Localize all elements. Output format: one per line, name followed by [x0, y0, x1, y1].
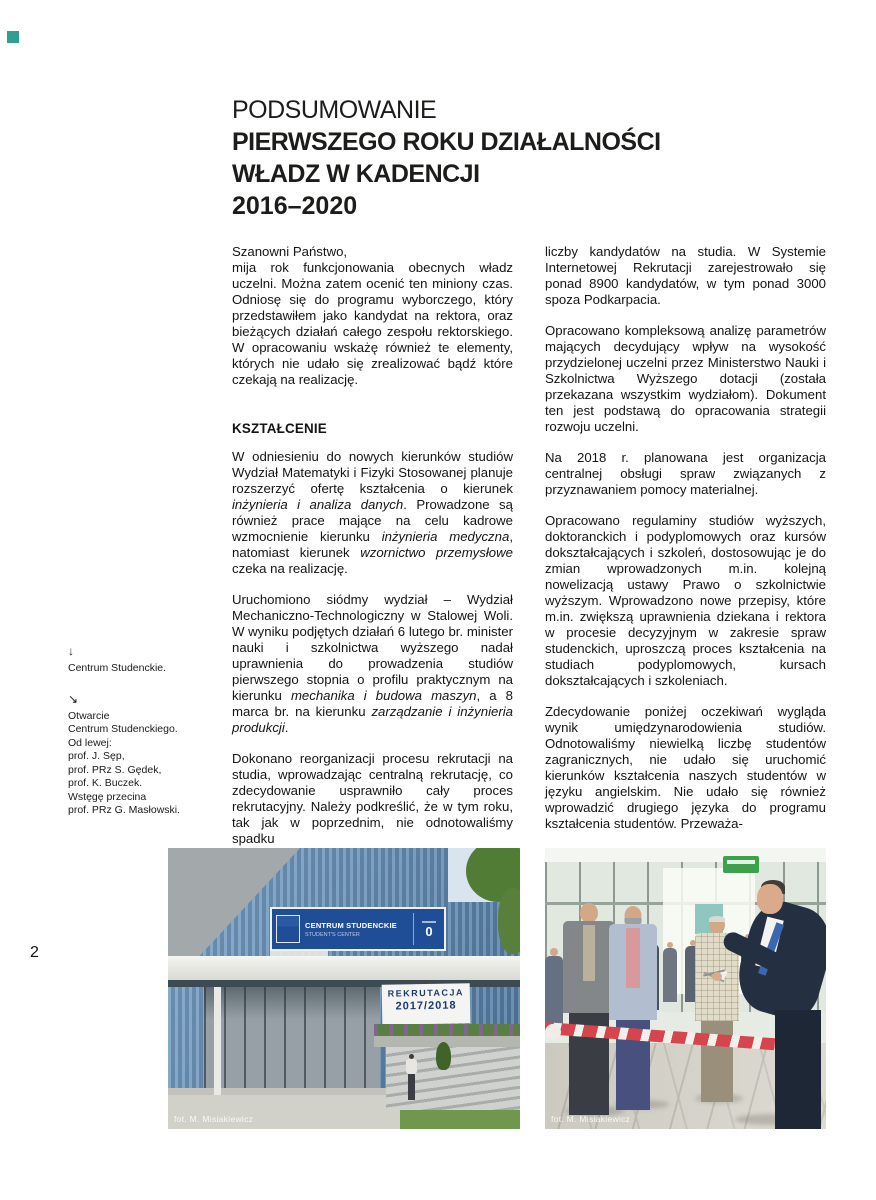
- photo-caption-2-line: Otwarcie: [68, 709, 110, 722]
- article-title: [232, 94, 662, 222]
- photo-caption-2-line: prof. PRz S. Gędek,: [68, 763, 162, 776]
- canopy-post: [214, 987, 221, 1095]
- bush: [436, 1042, 451, 1070]
- photo-credit: fot. M. Misiakiewicz: [551, 1114, 631, 1124]
- paragraph: Zdecydowanie poniżej oczekiwań wygląda wynik umiędzynarodowienia studiów. Odnotowaliśmy niewielką liczbę studentów zagranicznych, nie udało się uruchomić kierunków kształcenia naszych studentów w języku angielskim. Nie udało się również wprowadzić drugiego języka do programu kształcenia studentów. Przeważa-: [545, 704, 826, 831]
- man-pink-shirt: [609, 906, 657, 1110]
- intro-text: mija rok funkcjonowania obecnych władz uczelni. Można zatem ocenić ten miniony czas. Odniosę się do programu wyborczego, który przedstawiłem jako kandydat na rektora, oraz bieżących działań całego zespołu rektorskiego. W opracowaniu wskażę również te elementy, których nie udało się zrealizować bądź które czekają na realizację.: [232, 260, 513, 387]
- tree-foliage: [498, 888, 520, 954]
- title-line-1: PODSUMOWANIE: [232, 96, 437, 124]
- salutation: Szanowni Państwo,: [232, 244, 348, 259]
- section-heading-ksztalcenie: KSZTAŁCENIE: [232, 421, 327, 436]
- recruitment-banner: [382, 983, 471, 1025]
- ribbon-bow: [545, 1024, 561, 1040]
- person-silhouette: [545, 948, 563, 1026]
- person-silhouette: [663, 942, 677, 1002]
- sign-number: 0: [425, 923, 433, 939]
- text-column-right: [545, 244, 826, 847]
- paragraph-intro: [232, 244, 513, 388]
- building-photo: [168, 848, 520, 1129]
- paragraph: Uruchomiono siódmy wydział – Wydział Mechaniczno-Technologiczny w Stalowej Woli. W wyniku podjętych działań 6 lutego br. minister nauki i szkolnictwa wyższego nadał uprawnienia do prowadzenia studiów pierwszego stopnia o profilu praktycznym na kierunku mechanika i budowa maszyn, a 8 marca br. na kierunku zarządzanie i inżynieria produkcji.: [232, 592, 514, 735]
- banner-line-1: REKRUTACJA: [387, 987, 465, 999]
- photo-caption-2-line: prof. K. Buczek.: [68, 777, 143, 789]
- paragraph: Na 2018 r. planowana jest organizacja centralnej obsługi spraw związanych z przyznawaniem pomocy materialnej.: [545, 450, 826, 497]
- photo-caption-2-line: Centrum Studenckiego.: [68, 723, 178, 735]
- photo-caption-2-line: Wstęgę przecina: [68, 790, 147, 803]
- grass: [400, 1110, 520, 1129]
- sign-subtitle: STUDENT'S CENTER: [305, 931, 360, 938]
- photo-credit: fot. M. Misiakiewicz: [174, 1114, 254, 1124]
- photo-caption-2-line: Od lewej:: [68, 736, 112, 749]
- paragraph: Opracowano regulaminy studiów wyższych, doktoranckich i podyplomowych oraz kursów dokształcających i szkoleń, dostosowując je do zmian wprowadzonych m.in. kolejną nowelizacją ustawy Prawo o szkolnictwie wyższym. Wprowadzono nowe przepisy, które m.in. zwiększą uprawnienia dziekana i rektora w procesie decyzyjnym w zakresie spraw studenckich, uproszczą proces kształcenia na studiach podyplomowych, kursach dokształcających i szkoleniach.: [545, 513, 826, 688]
- photo-caption-2-line: prof. J. Sęp,: [68, 750, 125, 762]
- title-line-2: PIERWSZEGO ROKU DZIAŁALNOŚCI: [232, 128, 661, 156]
- ceiling: [545, 848, 826, 862]
- paragraph: Opracowano kompleksową analizę parametrów mających decydujący wpływ na wysokość przydzielonej uczelni przez Ministerstwo Nauki i Szkolnictwa Wyższego dotacji (została przekazana wszystkim wydziałom). Dokument ten jest podstawą do opracowania strategii rozwoju uczelni.: [545, 323, 826, 434]
- canopy: [168, 956, 520, 980]
- paragraph: liczby kandydatów na studia. W Systemie Internetowej Rekrutacji zarejestrowało się ponad 8900 kandydatów, w tym ponad 3000 spoza Podkarpacia.: [545, 244, 826, 307]
- banner-line-2: 2017/2018: [395, 999, 457, 1013]
- brand-square: [7, 31, 19, 43]
- exit-sign: [723, 856, 759, 873]
- margin-captions: [68, 644, 200, 818]
- page-number: 2: [30, 944, 39, 961]
- photo-caption-1: Centrum Studenckie.: [68, 662, 167, 674]
- paragraph: W odniesieniu do nowych kierunków studiów Wydział Matematyki i Fizyki Stosowanej planuje rozszerzyć ofertę kształcenia o kierunek inżynieria i analiza danych. Prowadzone są również prace mające na celu kadrowe wzmocnienie kierunku inżynieria medyczna, natomiast kierunek wzornictwo przemysłowe czeka na realizację.: [232, 449, 513, 576]
- university-logo: [276, 915, 300, 943]
- man-cutting-ribbon: [715, 878, 826, 1129]
- arrow-diagonal-icon: ↘: [68, 691, 79, 706]
- text-column-left: [232, 244, 513, 862]
- photo-caption-2-line: prof. PRz G. Masłowski.: [68, 804, 181, 816]
- ceremony-photo: [545, 848, 826, 1129]
- sign-number-box: [413, 913, 444, 945]
- paragraph: Dokonano reorganizacji procesu rekrutacji na studia, wprowadzając centralną rekrutację, co zdecydowanie usprawniło cały proces rekrutacyjny. Należy podkreślić, że w tym roku, tak jak w poprzednim, nie odnotowaliśmy spadku: [232, 751, 513, 846]
- title-line-3: WŁADZ W KADENCJI: [232, 160, 480, 188]
- man-gray-suit: [563, 903, 615, 1115]
- building-sign: [270, 907, 446, 951]
- arrow-down-icon: ↓: [68, 644, 74, 658]
- glass-entrance: [204, 987, 380, 1095]
- sign-title: CENTRUM STUDENCKIE: [305, 920, 397, 930]
- pedestrian: [406, 1054, 417, 1100]
- title-years: 2016–2020: [232, 192, 358, 220]
